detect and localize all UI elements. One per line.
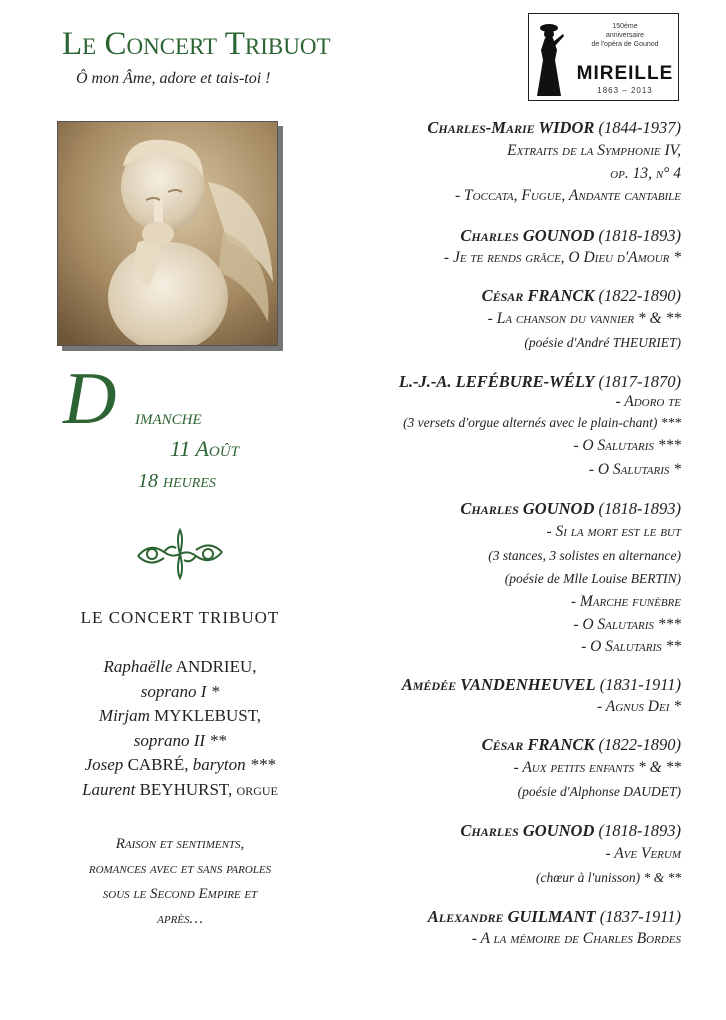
performer-name: Josep CABRÉ, baryton ***	[84, 755, 276, 775]
composer-name: Charles GOUNOD	[460, 821, 595, 840]
page-title: Le Concert Tribuot	[62, 26, 331, 62]
work-title: - Ave Verum	[605, 845, 681, 862]
program-entry	[321, 225, 681, 269]
work-title: - Je te rends grâce, O Dieu d'Amour *	[443, 249, 681, 266]
performer-name: Raphaëlle ANDRIEU,	[103, 657, 257, 676]
composer-name: Charles GOUNOD	[460, 499, 595, 518]
program-entry	[321, 285, 681, 355]
composer-dates: (1818-1893)	[598, 821, 681, 840]
program-note: (poésie d'Alphonse DAUDET)	[517, 784, 681, 799]
performers-list	[30, 655, 330, 803]
composer-name: Alexandre GUILMANT	[427, 907, 596, 926]
composer-dates: (1844-1937)	[598, 118, 681, 137]
performer-name: Mirjam MYKLEBUST,	[98, 706, 262, 726]
page-subtitle: Ô mon Âme, adore et tais-toi !	[76, 70, 271, 87]
work-title: - O Salutaris **	[581, 638, 681, 655]
work-title: - A la mémoire de Charles Bordes	[471, 930, 681, 947]
program-entry	[321, 734, 681, 804]
program-entry	[321, 498, 681, 658]
cherub-statue-image	[58, 122, 278, 346]
work-title: - O Salutaris ***	[573, 437, 681, 454]
mireille-anniversary-logo	[528, 13, 679, 101]
work-title: - O Salutaris ***	[573, 616, 681, 633]
date-time: 18 heures	[138, 470, 216, 492]
program-note: (3 versets d'orgue alternés avec le plain-chant) ***	[403, 415, 681, 430]
composer-name: César FRANCK	[481, 735, 595, 754]
program-entry	[321, 117, 681, 207]
logo-name: MIREILLE	[576, 63, 674, 84]
logo-years: 1863 – 2013	[597, 86, 653, 95]
composer-heading	[321, 285, 681, 307]
work-title: - Aux petits enfants * & **	[513, 759, 681, 776]
composer-dates: (1818-1893)	[598, 499, 681, 518]
logo-tagline: 150ème anniversaire de l'opéra de Gounod	[591, 23, 659, 48]
composer-dates: (1817-1870)	[598, 372, 681, 391]
program-note: (poésie de Mlle Louise BERTIN)	[504, 571, 681, 586]
work-title: op. 13, n° 4	[610, 165, 681, 182]
program-note: (chœur à l'unisson) * & **	[535, 870, 681, 885]
program-entry	[321, 371, 681, 482]
composer-heading	[321, 225, 681, 247]
composer-dates: (1831-1911)	[599, 675, 681, 694]
composer-name: César FRANCK	[481, 286, 595, 305]
work-title: - Adoro te	[615, 393, 681, 410]
ensemble-title: LE CONCERT TRIBUOT	[80, 608, 280, 627]
cherub-statue-photo	[57, 121, 278, 346]
work-title: - Toccata, Fugue, Andante cantabile	[455, 187, 681, 204]
composer-heading	[321, 906, 681, 928]
composer-name: L.-J.-A. LEFÉBURE-WÉLY	[398, 372, 595, 391]
composer-dates: (1837-1911)	[599, 907, 681, 926]
date-date: 11 Août	[170, 436, 239, 461]
composer-name: Charles-Marie WIDOR	[427, 118, 595, 137]
composer-heading	[321, 371, 681, 393]
composer-heading	[321, 734, 681, 756]
concert-theme: Raison et sentiments, romances avec et sans paroles sous le Second Empire et après…	[88, 836, 272, 927]
program-entry	[321, 674, 681, 718]
performer-role: soprano I *	[140, 681, 220, 701]
work-title: - La chanson du vannier * & **	[487, 310, 681, 327]
work-title: - Si la mort est le but	[546, 523, 681, 540]
performer-name: Laurent BEYHURST, orgue	[82, 779, 278, 799]
work-title: - Marche funèbre	[570, 593, 681, 610]
composer-heading	[321, 498, 681, 520]
composer-dates: (1822-1890)	[598, 735, 681, 754]
composer-name: Amédée VANDENHEUVEL	[401, 675, 596, 694]
work-title: Extraits de la Symphonie IV,	[507, 142, 681, 159]
date-initial-letter: D	[63, 358, 117, 440]
composer-heading	[321, 117, 681, 139]
composer-heading	[321, 674, 681, 696]
work-title: - Agnus Dei *	[596, 698, 681, 715]
date-day: imanche	[135, 404, 202, 429]
composer-dates: (1818-1893)	[598, 226, 681, 245]
composer-name: Charles GOUNOD	[460, 226, 595, 245]
composer-heading	[321, 820, 681, 842]
program-note: (3 stances, 3 solistes en alternance)	[488, 548, 681, 563]
program-entry	[321, 906, 681, 950]
program-note: (poésie d'André THEURIET)	[524, 335, 681, 350]
flourish-ornament-icon	[130, 524, 230, 584]
work-title: - O Salutaris *	[588, 461, 681, 478]
performer-role: soprano II **	[133, 730, 227, 750]
concert-program	[321, 117, 681, 950]
singer-silhouette-icon	[535, 20, 565, 96]
composer-dates: (1822-1890)	[598, 286, 681, 305]
program-entry	[321, 820, 681, 890]
